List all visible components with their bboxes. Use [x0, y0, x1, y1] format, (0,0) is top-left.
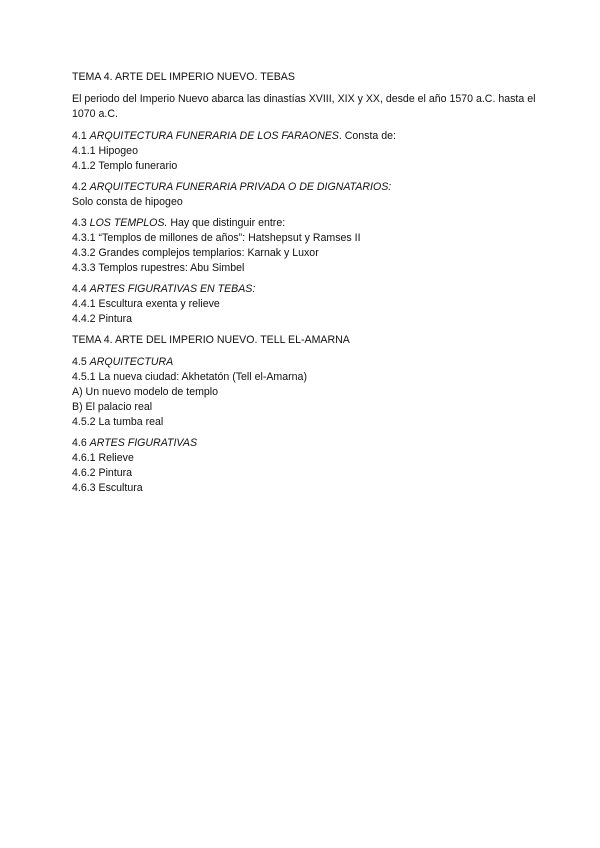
list-item: 4.4.1 Escultura exenta y relieve: [72, 298, 220, 310]
list-item: 4.3.3 Templos rupestres: Abu Simbel: [72, 262, 245, 274]
section-4-6: [72, 436, 542, 496]
section-4-5: [72, 355, 542, 430]
section-4-4-title: ARTES FIGURATIVAS EN TEBAS:: [89, 283, 256, 295]
section-4-1-heading: 4.1 ARQUITECTURA FUNERARIA DE LOS FARAONES. Consta de:: [72, 130, 396, 142]
list-item: Solo consta de hipogeo: [72, 196, 183, 208]
section-4-5-heading: 4.5 ARQUITECTURA: [72, 356, 174, 368]
list-item: 4.6.1 Relieve: [72, 452, 134, 464]
heading-amarna: TEMA 4. ARTE DEL IMPERIO NUEVO. TELL EL-AMARNA: [72, 334, 350, 346]
list-item: 4.6.2 Pintura: [72, 467, 133, 479]
section-4-5-title: ARQUITECTURA: [89, 356, 174, 368]
heading-tebas: TEMA 4. ARTE DEL IMPERIO NUEVO. TEBAS: [72, 71, 295, 83]
list-item: 4.5.1 La nueva ciudad: Akhetatón (Tell el-Amarna): [72, 371, 307, 383]
document-page: [72, 70, 542, 502]
list-item: 4.1.2 Templo funerario: [72, 160, 178, 172]
list-item: 4.5.2 La tumba real: [72, 416, 164, 428]
section-4-2-title: ARQUITECTURA FUNERARIA PRIVADA O DE DIGNATARIOS:: [89, 181, 392, 193]
section-4-1-title: ARQUITECTURA FUNERARIA DE LOS FARAONES: [89, 130, 339, 142]
list-item: 4.3.2 Grandes complejos templarios: Karnak y Luxor: [72, 247, 319, 259]
section-4-2: [72, 180, 542, 210]
section-4-4: [72, 282, 542, 327]
list-item: 4.3.1 “Templos de millones de años”: Hatshepsut y Ramses II: [72, 232, 361, 244]
list-item: B) El palacio real: [72, 401, 153, 413]
list-item: 4.4.2 Pintura: [72, 313, 133, 325]
section-4-6-title: ARTES FIGURATIVAS: [89, 437, 198, 449]
section-4-3: [72, 216, 542, 276]
section-4-3-heading: 4.3 LOS TEMPLOS. Hay que distinguir entre:: [72, 217, 286, 229]
list-item: A) Un nuevo modelo de templo: [72, 386, 219, 398]
section-4-4-heading: 4.4 ARTES FIGURATIVAS EN TEBAS:: [72, 283, 256, 295]
section-4-2-heading: 4.2 ARQUITECTURA FUNERARIA PRIVADA O DE DIGNATARIOS:: [72, 181, 392, 193]
list-item: 4.1.1 Hipogeo: [72, 145, 138, 157]
section-4-1: [72, 129, 542, 174]
list-item: 4.6.3 Escultura: [72, 482, 143, 494]
intro-paragraph: El periodo del Imperio Nuevo abarca las dinastías XVIII, XIX y XX, desde el año 1570 a.C. hasta el 1070 a.C.: [72, 93, 536, 120]
section-4-6-heading: 4.6 ARTES FIGURATIVAS: [72, 437, 198, 449]
section-4-3-title: LOS TEMPLOS.: [89, 217, 168, 229]
